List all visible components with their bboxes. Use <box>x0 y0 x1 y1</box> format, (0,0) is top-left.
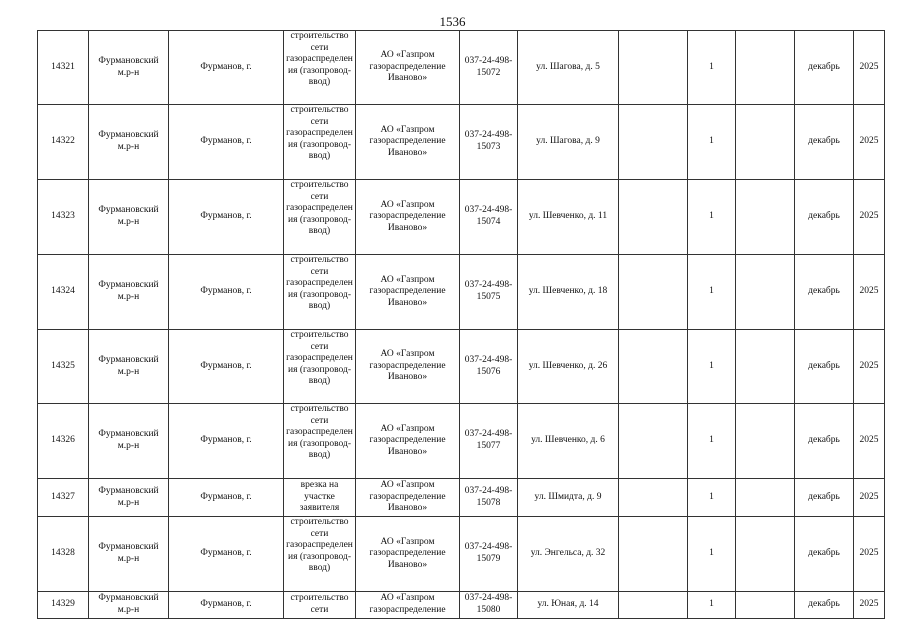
cell-work: строительство сети газораспределения (газопровод-ввод) <box>284 517 356 592</box>
cell-code: 037-24-498-15077 <box>460 404 518 479</box>
cell-year: 2025 <box>854 592 885 619</box>
cell-year: 2025 <box>854 31 885 105</box>
cell-month: декабрь <box>795 592 854 619</box>
cell-district: Фурмановский м.р-н <box>89 404 169 479</box>
cell-work: строительство сети газораспределения (газопровод-ввод) <box>284 105 356 180</box>
cell-city: Фурманов, г. <box>169 255 284 330</box>
cell-id: 14324 <box>38 255 89 330</box>
cell-id: 14328 <box>38 517 89 592</box>
cell-address: ул. Шагова, д. 9 <box>518 105 619 180</box>
cell-count: 1 <box>688 180 736 255</box>
cell-work: строительство сети газораспределения (газопровод-ввод) <box>284 31 356 105</box>
cell-org: АО «Газпром газораспределение Иваново» <box>356 404 460 479</box>
cell-org: АО «Газпром газораспределение Иваново» <box>356 255 460 330</box>
cell-city: Фурманов, г. <box>169 330 284 404</box>
cell-address: ул. Шевченко, д. 11 <box>518 180 619 255</box>
empty-cell <box>619 517 688 592</box>
cell-work: строительство сети газораспределения (газопровод-ввод) <box>284 180 356 255</box>
empty-cell <box>736 517 795 592</box>
cell-org: АО «Газпром газораспределение Иваново» <box>356 517 460 592</box>
cell-city: Фурманов, г. <box>169 404 284 479</box>
cell-code: 037-24-498-15080 <box>460 592 518 619</box>
cell-district: Фурмановский м.р-н <box>89 479 169 517</box>
cell-district: Фурмановский м.р-н <box>89 330 169 404</box>
table-row <box>38 404 885 479</box>
table-row <box>38 31 885 105</box>
cell-city: Фурманов, г. <box>169 180 284 255</box>
cell-count: 1 <box>688 592 736 619</box>
table-row <box>38 330 885 404</box>
cell-org: АО «Газпром газораспределение Иваново» <box>356 31 460 105</box>
cell-address: ул. Шагова, д. 5 <box>518 31 619 105</box>
cell-id: 14321 <box>38 31 89 105</box>
cell-count: 1 <box>688 330 736 404</box>
cell-address: ул. Шмидта, д. 9 <box>518 479 619 517</box>
cell-address: ул. Шевченко, д. 6 <box>518 404 619 479</box>
cell-org: АО «Газпром газораспределение Иваново» <box>356 479 460 517</box>
cell-month: декабрь <box>795 479 854 517</box>
table-row <box>38 517 885 592</box>
empty-cell <box>619 479 688 517</box>
empty-cell <box>619 404 688 479</box>
empty-cell <box>619 330 688 404</box>
cell-month: декабрь <box>795 105 854 180</box>
cell-id: 14322 <box>38 105 89 180</box>
cell-code: 037-24-498-15073 <box>460 105 518 180</box>
cell-district: Фурмановский м.р-н <box>89 592 169 619</box>
empty-cell <box>736 404 795 479</box>
cell-year: 2025 <box>854 105 885 180</box>
cell-work: строительство сети газораспределения (газопровод-ввод) <box>284 404 356 479</box>
cell-work: врезка на участке заявителя <box>284 479 356 517</box>
cell-month: декабрь <box>795 404 854 479</box>
cell-work: строительство сети газораспределения (газопровод-ввод) <box>284 255 356 330</box>
cell-org: АО «Газпром газораспределение Иваново» <box>356 180 460 255</box>
cell-district: Фурмановский м.р-н <box>89 31 169 105</box>
page-number: 1536 <box>439 14 466 29</box>
cell-id: 14326 <box>38 404 89 479</box>
cell-code: 037-24-498-15079 <box>460 517 518 592</box>
empty-cell <box>619 255 688 330</box>
cell-id: 14329 <box>38 592 89 619</box>
cell-count: 1 <box>688 517 736 592</box>
table-row <box>38 255 885 330</box>
cell-code: 037-24-498-15076 <box>460 330 518 404</box>
cell-address: ул. Юная, д. 14 <box>518 592 619 619</box>
table-row <box>38 105 885 180</box>
cell-work: строительство сети <box>284 592 356 619</box>
empty-cell <box>736 330 795 404</box>
cell-id: 14325 <box>38 330 89 404</box>
cell-city: Фурманов, г. <box>169 517 284 592</box>
empty-cell <box>619 31 688 105</box>
cell-year: 2025 <box>854 180 885 255</box>
cell-year: 2025 <box>854 255 885 330</box>
empty-cell <box>619 105 688 180</box>
cell-month: декабрь <box>795 31 854 105</box>
cell-count: 1 <box>688 479 736 517</box>
cell-month: декабрь <box>795 180 854 255</box>
cell-count: 1 <box>688 105 736 180</box>
cell-city: Фурманов, г. <box>169 105 284 180</box>
cell-year: 2025 <box>854 404 885 479</box>
empty-cell <box>619 592 688 619</box>
cell-district: Фурмановский м.р-н <box>89 180 169 255</box>
cell-city: Фурманов, г. <box>169 479 284 517</box>
table-row <box>38 180 885 255</box>
table-row <box>38 592 885 619</box>
data-table <box>37 30 885 619</box>
empty-cell <box>619 180 688 255</box>
cell-district: Фурмановский м.р-н <box>89 517 169 592</box>
cell-id: 14327 <box>38 479 89 517</box>
cell-district: Фурмановский м.р-н <box>89 255 169 330</box>
empty-cell <box>736 180 795 255</box>
table-row <box>38 479 885 517</box>
cell-id: 14323 <box>38 180 89 255</box>
cell-count: 1 <box>688 404 736 479</box>
cell-code: 037-24-498-15074 <box>460 180 518 255</box>
cell-year: 2025 <box>854 330 885 404</box>
cell-address: ул. Энгельса, д. 32 <box>518 517 619 592</box>
cell-address: ул. Шевченко, д. 18 <box>518 255 619 330</box>
cell-year: 2025 <box>854 517 885 592</box>
cell-org: АО «Газпром газораспределение Иваново» <box>356 105 460 180</box>
cell-address: ул. Шевченко, д. 26 <box>518 330 619 404</box>
cell-district: Фурмановский м.р-н <box>89 105 169 180</box>
cell-code: 037-24-498-15072 <box>460 31 518 105</box>
cell-month: декабрь <box>795 330 854 404</box>
cell-org: АО «Газпром газораспределение <box>356 592 460 619</box>
cell-month: декабрь <box>795 255 854 330</box>
empty-cell <box>736 31 795 105</box>
cell-code: 037-24-498-15075 <box>460 255 518 330</box>
empty-cell <box>736 592 795 619</box>
cell-count: 1 <box>688 31 736 105</box>
cell-count: 1 <box>688 255 736 330</box>
cell-month: декабрь <box>795 517 854 592</box>
empty-cell <box>736 479 795 517</box>
empty-cell <box>736 255 795 330</box>
cell-year: 2025 <box>854 479 885 517</box>
cell-city: Фурманов, г. <box>169 31 284 105</box>
empty-cell <box>736 105 795 180</box>
cell-org: АО «Газпром газораспределение Иваново» <box>356 330 460 404</box>
cell-code: 037-24-498-15078 <box>460 479 518 517</box>
cell-city: Фурманов, г. <box>169 592 284 619</box>
cell-work: строительство сети газораспределения (газопровод-ввод) <box>284 330 356 404</box>
